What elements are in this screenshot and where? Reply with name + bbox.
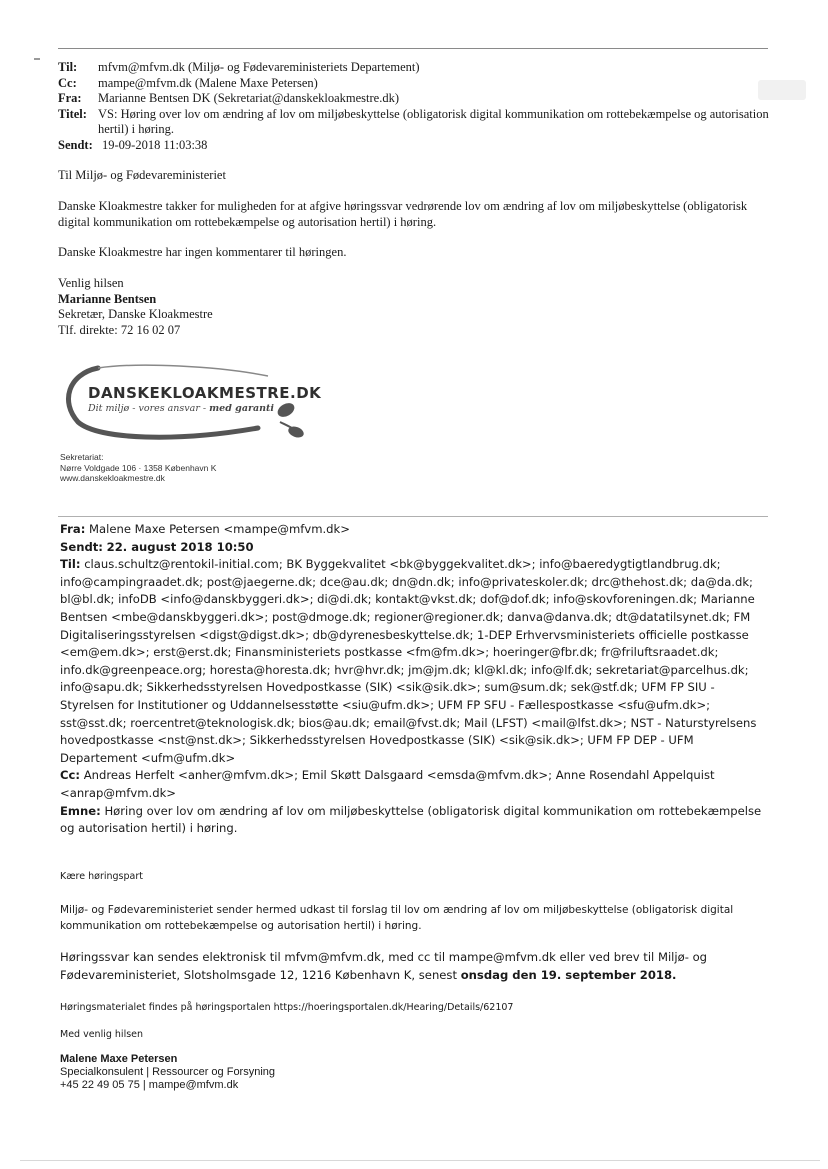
fwd-subject-value: Høring over lov om ændring af lov om miljøbeskyttelse (obligatorisk digital kommunikation om rottebekæmpelse og autorisation hertil) i høring. [60,803,762,836]
header-to-row [58,60,770,76]
sig-name: Malene Maxe Petersen [60,1053,178,1065]
reply-name: Marianne Bentsen [58,291,157,306]
reply-para-1-text: Danske Kloakmestre takker for muligheden for at afgive høringssvar vedrørende lov om ændring af lov om miljøbeskyttelse (obligatorisk digital kommunikation om rottebekæmpelse og autorisation hertil) i høring. [58,199,748,229]
fwd-to-value: claus.schultz@rentokil-initial.com; BK Byggekvalitet <bk@byggekvalitet.dk>; info@baeredygtigtlandbrug.dk; info@campingraadet.dk; post@jaegerne.dk; dce@au.dk; dn@dn.dk; info@privateskoler.dk; drc@thehost.dk; da@da.dk; bl@bl.dk; infoDB <info@danskbyggeri.dk>; di@di.dk; kontakt@vkst.dk; dof@dof.dk; info@skovforeningen.dk; Marianne Bentsen <mbe@danskbyggeri.dk>; post@dmoge.dk; regioner@regioner.dk; danva@danva.dk; dt@datatilsynet.dk; FM Digitaliseringsstyrelsen <digst@digst.dk>; db@dyrenesbeskyttelse.dk; 1-DEP Erhvervsministeriets officielle postkasse <em@em.dk>; erst@erst.dk; Finansministeriets postkasse <fm@fm.dk>; hoeringer@fbr.dk; fr@friluftsraadet.dk; info.dk@greenpeace.org; horesta@horesta.dk; hvr@hvr.dk; jm@jm.dk; kl@kl.dk; info@lf.dk; sekretariat@parcelhus.dk; info@sapu.dk; Sikkerhedsstyrelsen Hovedpostkasse (SIK) <sik@sik.dk>; sum@sum.dk; sek@stf.dk; UFM FP SIU - Styrelsen for Institutioner og Uddannelsesstøtte <siu@ufm.dk>; UFM FP SFU - Fællespostkasse <sfu@ufm.dk>; sst@sst.dk; roercentret@teknologisk.dk; bios@au.dk; email@fvst.dk; Mail (LFST) <mail@lfst.dk>; NST - Naturstyrelsens hovedpostkasse <nst@nst.dk>; Sikkerhedsstyrelsen Hovedpostkasse (SIK) <sik@sik.dk>; UFM FP DEP - UFM Departement <ufm@ufm.dk> [60,557,757,765]
email-header [58,60,770,153]
fwd-from-value: Malene Maxe Petersen <mampe@mfvm.dk> [89,522,350,536]
fwd-sent-value: 22. august 2018 10:50 [106,539,254,554]
sig-contact: +45 22 49 05 75 | mampe@mfvm.dk [60,1079,239,1091]
header-subject-row [58,107,770,138]
reply-paragraph-1 [58,199,770,230]
letter-para-2-text: Høringssvar kan sendes elektronisk til mfvm@mfvm.dk, med cc til mampe@mfvm.dk eller ved brev til Miljø- og Fødevareministeriet, Slotsholmsgade 12, 1216 København K, senest [60,950,708,982]
letter-para-3-text: Høringsmaterialet findes på høringsportalen https://hoeringsportalen.dk/Hearing/Details/62107 [60,1002,514,1013]
fwd-to-row [60,556,772,767]
fwd-from-row [60,521,772,539]
address-line-3: www.danskekloakmestre.dk [60,473,165,483]
fwd-cc-label: Cc: [60,768,81,783]
bottom-divider [20,1160,820,1161]
forward-divider [58,516,768,517]
letter-para-1-text: Miljø- og Fødevareministeriet sender hermed udkast til forslag til lov om ændring af lov om miljøbeskyttelse (obligatorisk digital kommunikation om rottebekæmpelse og autorisation hertil) i høring. [60,904,734,932]
fwd-cc-value: Andreas Herfelt <anher@mfvm.dk>; Emil Skøtt Dalsgaard <emsda@mfvm.dk>; Anne Rosendahl Appelquist <anrap@mfvm.dk> [60,768,715,800]
letter-greeting [60,870,772,883]
header-sent-row [58,138,770,154]
company-logo [58,362,322,446]
reply-para-2-text: Danske Kloakmestre har ingen kommentarer til høringen. [58,245,347,259]
cc-label: Cc: [58,75,77,90]
letter-signature [60,1053,275,1092]
salutation-text: Til Miljø- og Fødevareministeriet [58,168,226,182]
logo-wordmark: DANSKEKLOAKMESTRE.DK [88,384,322,402]
cc-value: mampe@mfvm.dk (Malene Maxe Petersen) [98,75,318,90]
logo-tagline [88,403,274,414]
sender-address [60,452,216,484]
letter-paragraph-1 [60,902,772,934]
top-divider [58,48,768,49]
letter-deadline: onsdag den 19. september 2018. [460,968,677,982]
subject-value: VS: Høring over lov om ændring af lov om miljøbeskyttelse (obligatorisk digital kommunikation om rottebekæmpelse og autorisation hertil) i høring. [98,106,769,136]
forwarded-header [60,521,772,838]
reply-title: Sekretær, Danske Kloakmestre [58,307,213,321]
letter-closing-text: Med venlig hilsen [60,1029,144,1040]
reply-paragraph-2 [58,245,770,261]
fwd-from-label: Fra: [60,522,86,536]
fwd-to-label: Til: [60,557,81,572]
to-value: mfvm@mfvm.dk (Miljø- og Fødevareministeriets Departement) [98,60,420,74]
header-cc-row [58,76,770,92]
address-line-1: Sekretariat: [60,452,104,462]
fwd-subject-label: Emne: [60,803,101,818]
logo-tagline-b: med garanti [209,403,275,414]
reply-signature [58,276,770,338]
address-line-2: Nørre Voldgade 106 · 1358 København K [60,462,217,473]
fwd-sent-label: Sendt: [60,539,103,554]
greeting-text: Kære høringspart [60,871,143,882]
page-mark [34,58,40,60]
logo-tagline-a: Dit miljø - vores ansvar - [88,403,210,414]
letter-paragraph-3 [60,1001,772,1014]
header-from-row [58,91,770,107]
reply-salutation [58,168,770,184]
letter-paragraph-2 [60,948,772,984]
reply-phone: Tlf. direkte: 72 16 02 07 [58,322,181,337]
fwd-cc-row [60,767,772,802]
to-label: Til: [58,60,78,74]
fwd-subject-row [60,803,772,838]
fwd-sent-row [60,539,772,557]
from-label: Fra: [58,91,82,105]
sig-title: Specialkonsulent | Ressourcer og Forsyning [60,1066,276,1078]
sent-value: 19-09-2018 11:03:38 [102,137,208,152]
reply-closing: Venlig hilsen [58,276,124,290]
subject-label: Titel: [58,106,87,121]
from-value: Marianne Bentsen DK (Sekretariat@danskekloakmestre.dk) [98,91,399,105]
sent-label: Sendt: [58,137,93,152]
letter-closing [60,1028,772,1041]
